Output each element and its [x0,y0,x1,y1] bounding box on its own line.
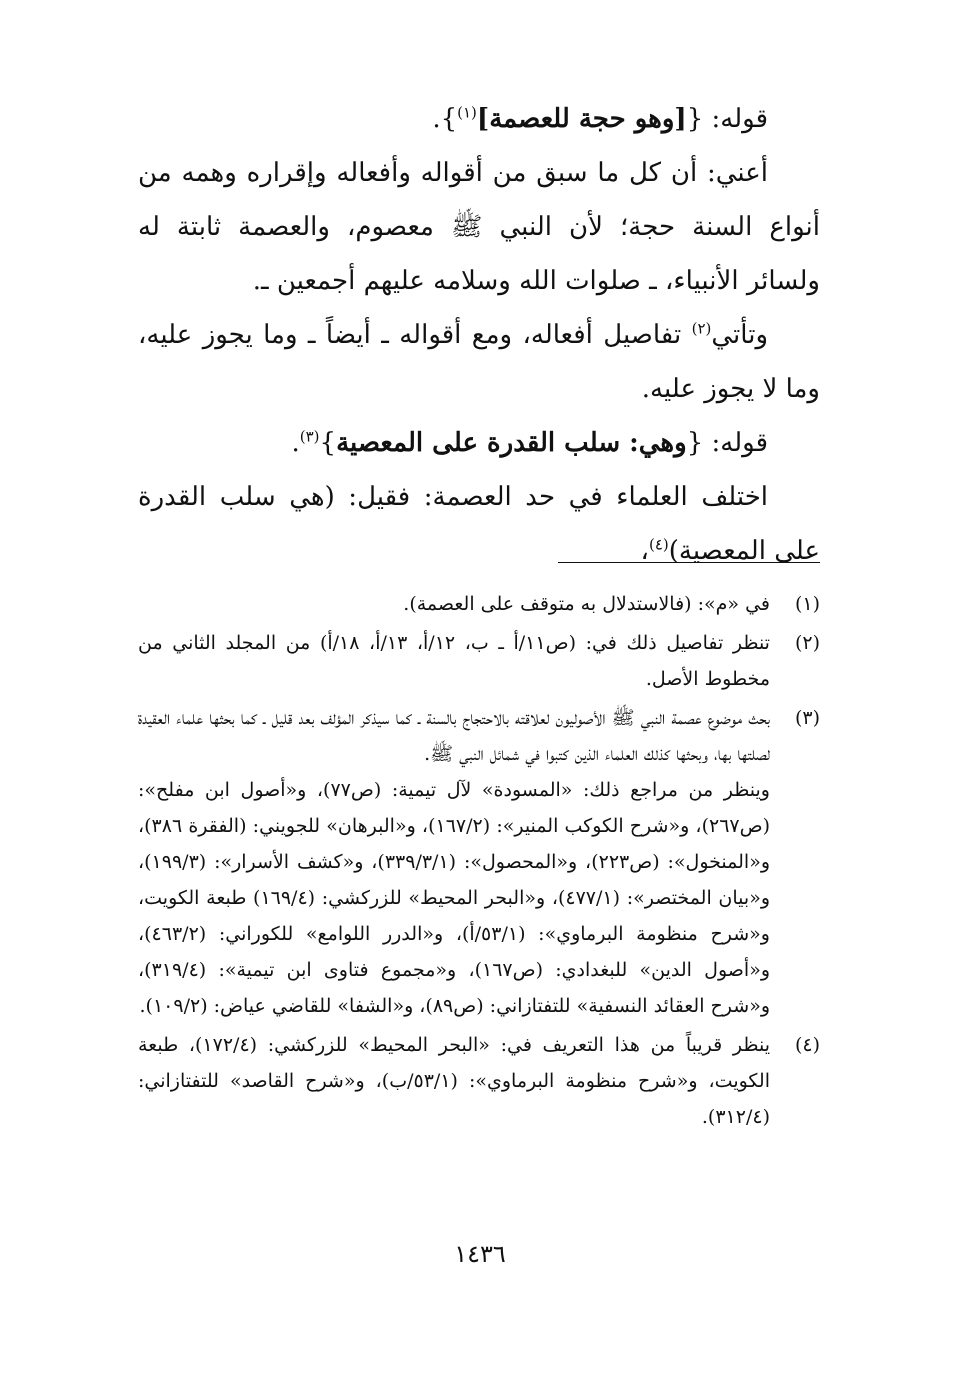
quoted-text: [وهو حجة للعصمة] [476,104,687,134]
main-paragraph-5: اختلف العلماء في حد العصمة: فقيل: (هي سلب القدرة على المعصية)$^{(٤)}$، [138,482,820,566]
footnote-text: تنظر تفاصيل ذلك في: (ص١١/أ ـ ب، ١٢/أ، ١٣/أ، ١٨/أ) من المجلد الثاني من مخطوط الأصل. [138,632,770,690]
footnote-separator [558,562,820,563]
footnotes [138,586,820,1138]
footnote-ref-3[interactable]: (٣) [299,427,320,446]
main-paragraph-1: قوله: {[وهو حجة للعصمة]$^{(١)}$}. [432,103,768,134]
main-text [138,92,820,578]
footnote-3 [138,700,820,1024]
footnote-body [138,586,770,622]
footnote-ref-2[interactable]: (٢) [691,319,712,338]
main-paragraph-3: وتأتي$^{(٢)}$ تفاصيل أفعاله، ومع أقواله ـ أيضاً ـ وما يجوز عليه، وما لا يجوز عليه. [138,319,820,404]
footnote-number: (١) [794,593,820,615]
footnote-number: (٢) [794,632,820,654]
footnote-text: ينظر قريباً من هذا التعريف في: «البحر المحيط» للزركشي: (١٧٢/٤)، طبعة الكويت، و«شرح منظومة البرماوي»: (٥٣/١/ب)، و«شرح القاصد» للتفتازاني: (٣١٢/٤). [138,1034,770,1128]
footnote-text: بحث موضوع عصمة النبي ﷺ الأصوليون لعلاقته بالاحتجاج بالسنة ـ كما سيذكر المؤلف بعد قليل ـ كما بحثها علماء العقيدة لصلتها بها، وبحثها كذلك العلماء الذين كتبوا في شمائل النبي ﷺ. [138,707,770,765]
footnote-body [138,1027,770,1135]
footnote-2 [138,625,820,697]
footnote-body [138,700,770,1024]
main-paragraph-2: أعني: أن كل ما سبق من أقواله وأفعاله وإقراره وهمه من أنواع السنة حجة؛ لأن النبي ﷺ معصوم، والعصمة ثابتة له ولسائر الأنبياء، ـ صلوات الله وسلامه عليهم أجمعين ـ. [138,158,820,296]
footnote-body [138,625,770,697]
footnote-text: وينظر من مراجع ذلك: «المسودة» لآل تيمية: (ص٧٧)، و«أصول ابن مفلح»: (ص٢٦٧)، و«شرح الكوكب المنير»: (١٦٧/٢)، و«البرهان» للجويني: (الفقرة ٣٨٦)، و«المنخول»: (ص٢٢٣)، و«المحصول»: (٣٣٩/٣/١)، و«كشف الأسرار»: (١٩٩/٣)، و«بيان المختصر»: (٤٧٧/١)، و«البحر المحيط» للزركشي: (١٦٩/٤) طبعة الكويت، و«شرح منظومة البرماوي»: (٥٣/١/أ)، و«الدرر اللوامع» للكوراني: (٤٦٣/٢)، و«أصول الدين» للبغدادي: (ص١٦٧)، و«مجموع فتاوى ابن تيمية»: (٣١٩/٤)، و«شرح العقائد النسفية» للتفتازاني: (ص٨٩)، و«الشفا» للقاضي عياض: (١٠٩/٢). [138,779,770,1017]
main-paragraph-4: قوله: {وهي: سلب القدرة على المعصية}$^{(٣)}$. [291,427,768,458]
footnote-ref-4[interactable]: (٤) [648,535,669,554]
footnote-text: في «م»: (فالاستدلال به متوقف على العصمة). [403,593,770,615]
quoted-text: وهي: سلب القدرة على المعصية [336,428,687,458]
page-number: ١٤٣٦ [454,1240,506,1268]
footnote-number: (٤) [794,1034,820,1056]
footnote-ref-1[interactable]: (١) [457,103,477,122]
footnote-4 [138,1027,820,1135]
footnote-1 [138,586,820,622]
footnote-number: (٣) [794,707,820,729]
